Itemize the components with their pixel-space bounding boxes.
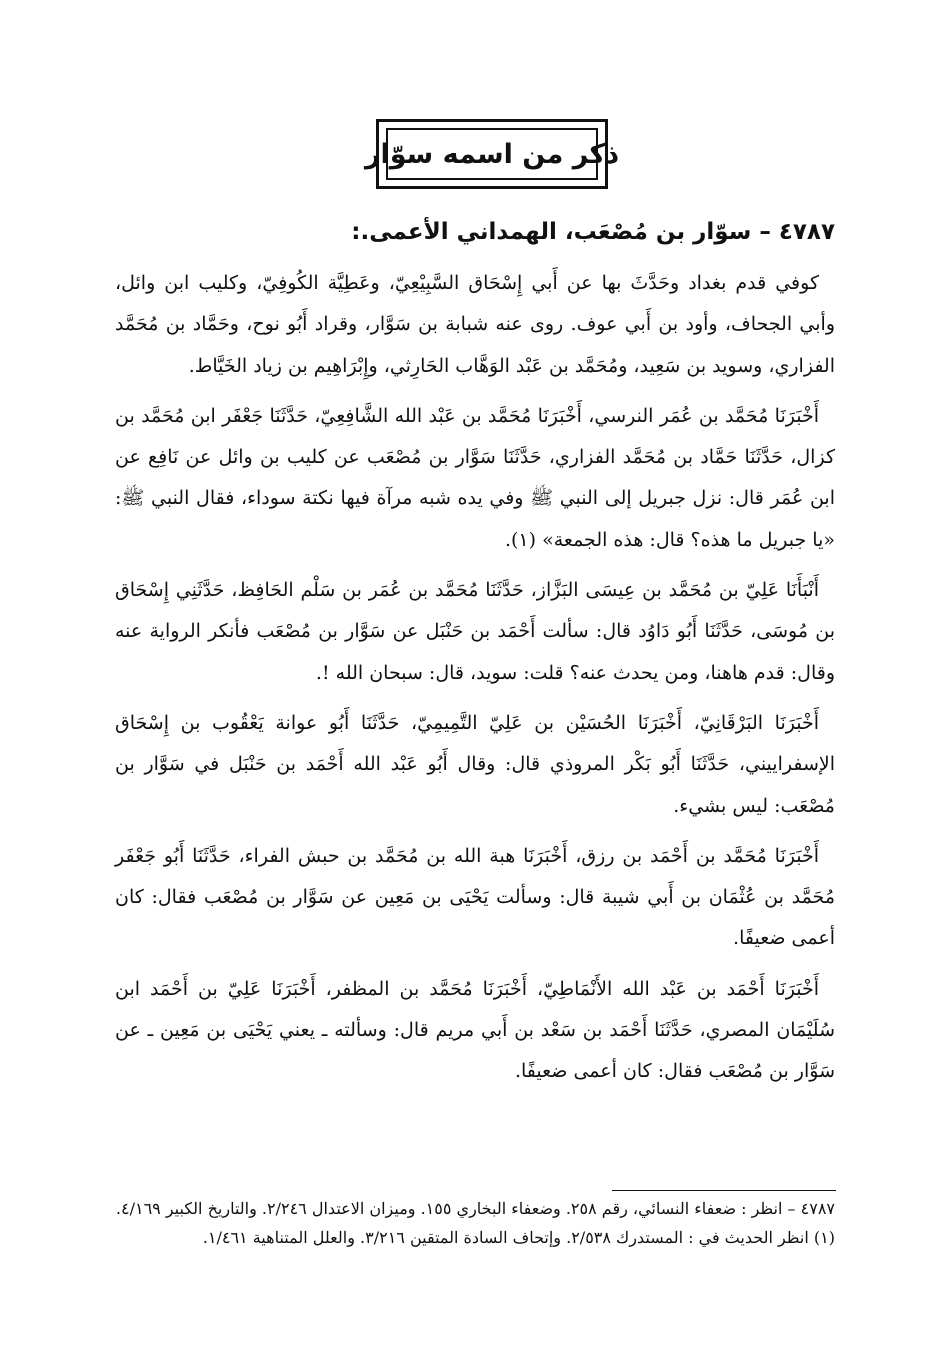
paragraph-hadith: أَخْبَرَنَا مُحَمَّد بن عُمَر النرسي، أَخْبَرَنَا مُحَمَّد بن عَبْد الله الشَّافِعِيّ، حَدَّثَنَا جَعْفَر ابن مُحَمَّد بن كزال، حَدَّثَنَا حَمَّاد بن مُحَمَّد الفزاري، حَدَّثَنَا سَوَّار بن مُصْعَب عن كليب بن وائل عن نَافِع عن ابن عُمَر قال: نزل جبريل إلى النبي ﷺ وفي يده شبه مرآة فيها نكتة سوداء، فقال النبي ﷺ: «يا جبريل ما هذه؟ قال: هذه الجمعة» (١).	[115, 404, 835, 551]
section-title-frame	[364, 119, 620, 189]
main-text	[115, 263, 835, 1102]
footnote-hadith-sources: (١) انظر الحديث في : المستدرك ٢/٥٣٨. وإتحاف السادة المتقين ٣/٢١٦. والعلل المتناهية ١/٤٦١.	[202, 1228, 835, 1247]
section-title: ذكر من اسمه سوّار	[364, 138, 620, 170]
entry-heading: ٤٧٨٧ – سوّار بن مُصْعَب، الهمداني الأعمى.:	[351, 219, 835, 245]
footnote-entry-sources: ٤٧٨٧ – انظر : ضعفاء النسائي، رقم ٢٥٨. وضعفاء البخاري ١٥٥. وميزان الاعتدال ٢/٢٤٦. والتاريخ الكبير ٤/١٦٩.	[115, 1199, 835, 1218]
paragraph-ibn-main-report: أَخْبَرَنَا مُحَمَّد بن أَحْمَد بن رزق، أَخْبَرَنَا هبة الله بن مُحَمَّد بن حبش الفراء، حَدَّثَنَا أَبُو جَعْفَر مُحَمَّد بن عُثْمَان بن أَبي شيبة قال: وسألت يَحْيَى بن مَعِين عن سَوَّار بن مُصْعَب فقال: كان أعمى ضعيفًا.	[115, 844, 835, 950]
paragraph-biography: كوفي قدم بغداد وحَدَّثَ بها عن أَبي إِسْحَاق السَّبِيْعِيّ، وعَطِيَّة الكُوفِيّ، وكليب ابن وائل، وأبي الجحاف، وأود بن أَبي عوف. روى عنه شبابة بن سَوَّار، وقراد أَبُو نوح، وحَمَّاد بن مُحَمَّد الفزاري، وسويد بن سَعِيد، ومُحَمَّد بن عَبْد الوَهَّاب الحَارِثي، وإِبْرَاهِيم بن زياد الخَيَّاط.	[115, 272, 835, 377]
footnote-divider	[612, 1190, 836, 1191]
paragraph-ahmad-opinion: أَنْبَأَنَا عَلِيّ بن مُحَمَّد بن عِيسَى البَزَّاز، حَدَّثَنَا مُحَمَّد بن عُمَر بن سَلْم الحَافِظ، حَدَّثَنِي إِسْحَاق بن مُوسَى، حَدَّثَنَا أَبُو دَاوُد قال: سألت أَحْمَد بن حَنْبَل عن سَوَّار بن مُصْعَب فأنكر الرواية عنه وقال: قدم هاهنا، ومن يحدث عنه؟ قلت: سويد، قال: سبحان الله !.	[115, 579, 835, 684]
paragraph-barqani-report: أَخْبَرَنَا البَرْقَانِيّ، أَخْبَرَنَا الحُسَيْن بن عَلِيّ التَّمِيمِيّ، حَدَّثَنَا أَبُو عوانة يَعْقُوب بن إِسْحَاق الإسفراييني، حَدَّثَنَا أَبُو بَكْر المروذي قال: وقال أَبُو عَبْد الله أَحْمَد بن حَنْبَل في سَوَّار بن مُصْعَب: ليس بشيء.	[115, 711, 835, 817]
section-title-inner-frame	[364, 128, 620, 180]
paragraph-anmati-report: أَخْبَرَنَا أَحْمَد بن عَبْد الله الأَنْمَاطِيّ، أَخْبَرَنَا مُحَمَّد بن المظفر، أَخْبَرَنَا عَلِيّ بن أَحْمَد ابن سُلَيْمَان المصري، حَدَّثَنَا أَحْمَد بن سَعْد بن أَبي مريم قال: وسألته ـ يعني يَحْيَى بن مَعِين ـ عن سَوَّار بن مُصْعَب فقال: كان أعمى ضعيفًا.	[115, 977, 835, 1083]
footnotes	[115, 1194, 835, 1252]
